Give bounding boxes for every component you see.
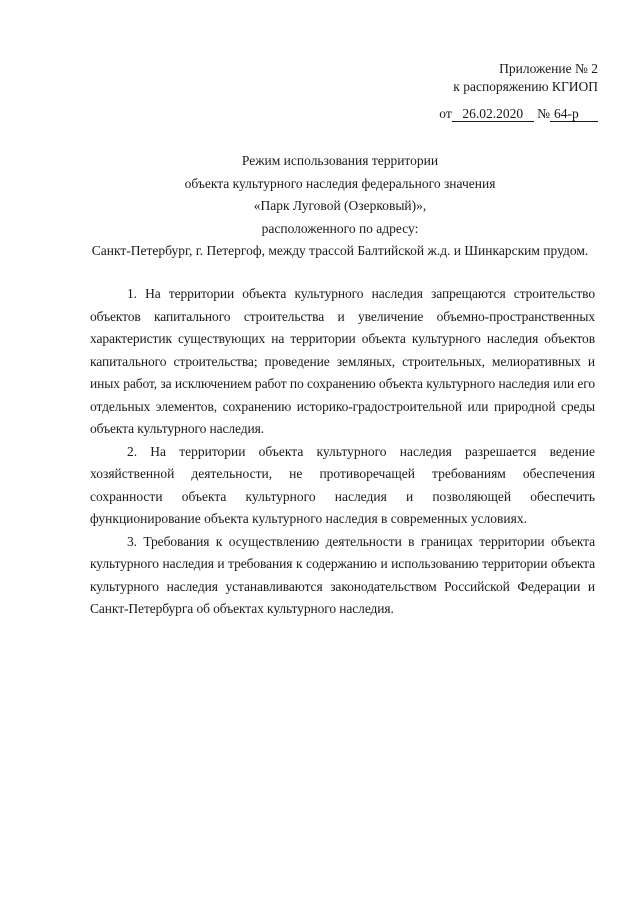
order-date: 26.02.2020 — [452, 106, 534, 122]
title-address: Санкт-Петербург, г. Петергоф, между трассой Балтийской ж.д. и Шинкарским прудом. — [91, 243, 589, 258]
appendix-label: Приложение № 2 — [499, 61, 598, 76]
document-body — [90, 283, 595, 621]
from-label: от — [439, 106, 452, 121]
title-line-2: объекта культурного наследия федерального значения — [184, 175, 496, 191]
title-line-1: Режим использования территории — [241, 153, 439, 168]
paragraph-3: 3. Требования к осуществлению деятельности в границах территории объекта культурного наследия и требования к содержанию и использованию территории объекта культурного наследия устанавливаются законодательством Российской Федерации и Санкт-Петербурга об объектах культурного наследия. — [90, 533, 595, 616]
paragraph-2: 2. На территории объекта культурного наследия разрешается ведение хозяйственной деятельности, не противоречащей требованиям обеспечения сохранности объекта культурного наследия и позволяющей обеспечить функционирование объекта культурного наследия в современных условиях. — [90, 443, 595, 526]
number-label: № — [537, 106, 550, 121]
order-reference — [439, 105, 598, 123]
order-number: 64-р — [550, 106, 598, 122]
order-label: к распоряжению КГИОП — [453, 79, 598, 94]
title-line-4: расположенного по адресу: — [261, 220, 419, 236]
document-title — [60, 150, 620, 263]
title-line-3: «Парк Луговой (Озерковый)», — [253, 198, 427, 213]
paragraph-1: 1. На территории объекта культурного наследия запрещаются строительство объектов капитального строительства и увеличение объемно-пространственных характеристик существующих на территории объекта культурного наследия объектов капитального строительства; проведение земляных, строительных, мелиоративных и иных работ, за исключением работ по сохранению объекта культурного наследия или его отдельных элементов, сохранению историко-градостроительной или природной среды объекта культурного наследия. — [90, 286, 595, 436]
appendix-header — [453, 60, 598, 96]
